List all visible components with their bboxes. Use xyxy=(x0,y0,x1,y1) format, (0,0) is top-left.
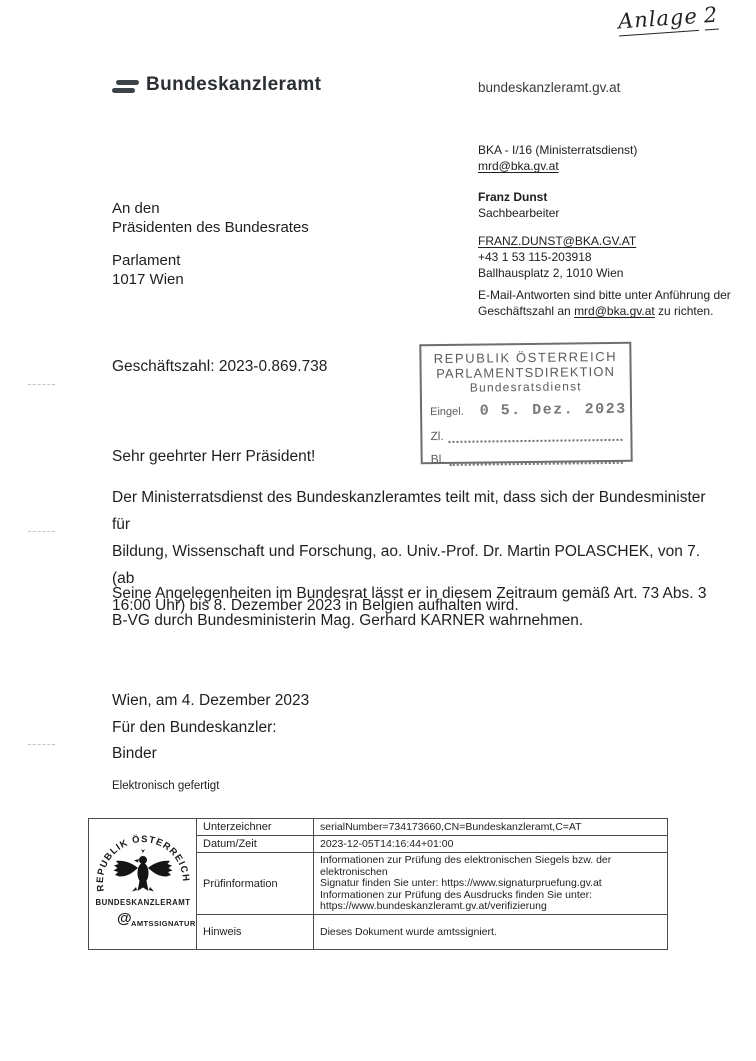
stamp-line1: REPUBLIK ÖSTERREICH xyxy=(433,348,618,367)
contact-address: Ballhausplatz 2, 1010 Wien xyxy=(478,266,624,280)
contact-phone: +43 1 53 115-203918 xyxy=(478,250,592,264)
salutation: Sehr geehrter Herr Präsident! xyxy=(112,448,316,465)
sig-row-value: serialNumber=734173660,CN=Bundeskanzleramt,C=AT xyxy=(314,819,668,836)
recipient-line3: Parlament xyxy=(112,252,181,269)
paragraph-1: Der Ministerratsdienst des Bundeskanzleramtes teilt mit, dass sich der Bundesminister für Bildung, Wissenschaft und Forschung, ao. Univ.-Prof. Dr. Martin POLASCHEK, von 7. (ab 16:00 Uhr) bis 8. Dezember 2023 in Belgien aufhalten wird. xyxy=(112,489,706,614)
sig-row-label: Unterzeichner xyxy=(197,819,314,836)
letterhead-website: bundeskanzleramt.gv.at xyxy=(478,80,621,95)
reply-note xyxy=(478,287,738,319)
contact-person-block xyxy=(478,189,738,221)
handwritten-annotation xyxy=(617,3,719,34)
sig-row-label: Hinweis xyxy=(197,914,314,949)
reply-note-email-link[interactable]: mrd@bka.gv.at xyxy=(574,304,655,318)
stamp-bl-row xyxy=(431,450,623,466)
recipient-address-top xyxy=(112,200,309,237)
sig-row-value: 2023-12-05T14:16:44+01:00 xyxy=(314,836,668,853)
closing-signer: Binder xyxy=(112,745,157,762)
reply-note-line1: E-Mail-Antworten sind bitte unter Anführung der xyxy=(478,288,731,302)
contact-email-link[interactable]: FRANZ.DUNST@BKA.GV.AT xyxy=(478,234,637,248)
letterhead-brand: Bundeskanzleramt xyxy=(146,74,322,95)
bundeskanzleramt-flag-logo-icon xyxy=(112,80,140,95)
svg-text:BUNDESKANZLERAMT: BUNDESKANZLERAMT xyxy=(95,898,191,908)
sig-row-value: Dieses Dokument wurde amtssigniert. xyxy=(314,914,668,949)
sig-row-label: Datum/Zeit xyxy=(197,836,314,853)
contact-department-block xyxy=(478,142,738,174)
recipient-address-bottom xyxy=(112,252,184,289)
paragraph-2: Seine Angelegenheiten im Bundesrat lässt er in diesem Zeitraum gemäß Art. 73 Abs. 3 B-VG durch Bundesministerin Mag. Gerhard KARNER wahrnehmen. xyxy=(112,585,707,629)
recipient-line4: 1017 Wien xyxy=(112,270,184,288)
contact-details-block xyxy=(478,233,738,281)
annotation-word: Anlage xyxy=(617,4,699,37)
at-sign-icon: @ xyxy=(117,910,132,928)
stamp-zl-label: Zl. xyxy=(430,429,444,444)
stamp-line2: PARLAMENTSDIREKTION xyxy=(436,363,616,382)
official-seal-cell xyxy=(89,819,197,950)
svg-text:AMTSSIGNATUR: AMTSSIGNATUR xyxy=(131,919,195,929)
stamp-received-row xyxy=(430,400,627,420)
incoming-stamp xyxy=(419,342,632,465)
svg-text:REPUBLIK ÖSTERREICH: REPUBLIK ÖSTERREICH xyxy=(94,834,192,893)
sig-row-label: Prüfinformation xyxy=(197,853,314,915)
federal-eagle-icon xyxy=(114,849,173,892)
stamp-received-date: 0 5. Dez. 2023 xyxy=(479,400,627,420)
republik-oesterreich-seal-icon xyxy=(91,827,195,935)
fold-mark xyxy=(28,744,55,745)
contact-name: Franz Dunst xyxy=(478,190,548,204)
stamp-zl-dotted-line xyxy=(449,430,623,443)
contact-department: BKA - I/16 (Ministerratsdienst) xyxy=(478,143,638,157)
fold-mark xyxy=(28,384,55,385)
closing-block xyxy=(112,688,309,768)
contact-department-email-link[interactable]: mrd@bka.gv.at xyxy=(478,159,559,173)
closing-on-behalf: Für den Bundeskanzler: xyxy=(112,718,277,736)
fold-mark xyxy=(28,531,55,532)
sig-row-value: Informationen zur Prüfung des elektronischen Siegels bzw. der elektronischen Signatur finden Sie unter: https://www.signaturpruefung.gv.at Informationen zur Prüfung des Ausdrucks finden Sie unter: https://www.bundeskanzleramt.gv.at/verifizierung xyxy=(314,853,668,915)
stamp-line3: Bundesratsdienst xyxy=(469,379,582,395)
closing-place-date: Wien, am 4. Dezember 2023 xyxy=(112,692,310,709)
annotation-number: 2 xyxy=(703,3,719,31)
stamp-zl-row xyxy=(430,427,622,443)
electronic-signature-note: Elektronisch gefertigt xyxy=(112,780,220,792)
recipient-line1: An den xyxy=(112,200,160,217)
stamp-received-label: Eingel. xyxy=(430,405,464,419)
contact-role: Sachbearbeiter xyxy=(478,206,560,220)
stamp-bl-label: Bl. xyxy=(430,451,445,467)
amtssignatur-table xyxy=(88,818,668,950)
reply-note-line2: Geschäftszahl an mrd@bka.gv.at zu richten. xyxy=(478,304,714,318)
reference-number: Geschäftszahl: 2023-0.869.738 xyxy=(112,358,328,375)
stamp-bl-dotted-line xyxy=(450,453,623,466)
recipient-line2: Präsidenten des Bundesrates xyxy=(112,218,309,236)
